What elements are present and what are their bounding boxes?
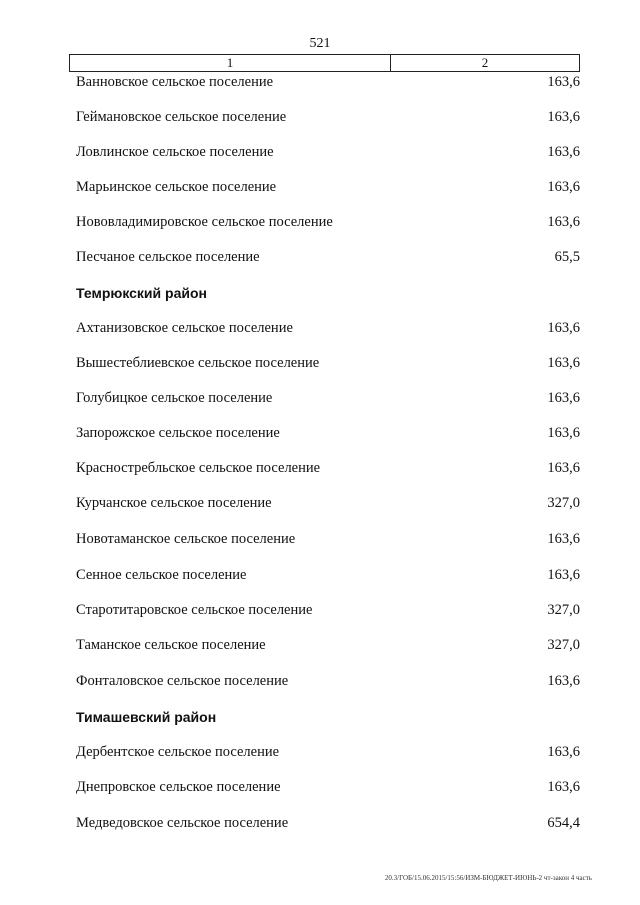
settlement-name: Геймановское сельское поселение [76, 109, 287, 125]
amount: 327,0 [547, 495, 580, 511]
amount: 163,6 [547, 390, 580, 406]
header-col-2: 2 [481, 55, 489, 70]
settlement-name: Нововладимировское сельское поселение [76, 214, 333, 230]
settlement-name: Дербентское сельское поселение [76, 744, 280, 760]
settlement-name: Старотитаровское сельское поселение [76, 602, 313, 618]
table-row [0, 247, 640, 267]
amount: 163,6 [547, 179, 580, 195]
table-row [0, 423, 640, 443]
amount: 654,4 [547, 815, 580, 831]
amount: 163,6 [547, 355, 580, 371]
settlement-name: Ванновское сельское поселение [76, 74, 274, 90]
table-row [0, 813, 640, 833]
table-row [0, 742, 640, 762]
amount: 163,6 [547, 144, 580, 160]
table-row [0, 353, 640, 373]
amount: 163,6 [547, 425, 580, 441]
table-row [0, 529, 640, 549]
settlement-name: Ловлинское сельское поселение [76, 144, 274, 160]
district-heading-row [0, 283, 640, 303]
table-row [0, 635, 640, 655]
table-row [0, 72, 640, 92]
settlement-name: Песчаное сельское поселение [76, 249, 260, 265]
footer-file-reference: 20.3/ГОБ/15.06.2015/15:56/ИЗМ-БЮДЖЕТ-ИЮНЬ-2 чт-закон 4 часть [384, 874, 592, 882]
table-row [0, 177, 640, 197]
table-row [0, 600, 640, 620]
table-row [0, 565, 640, 585]
settlement-name: Марьинское сельское поселение [76, 179, 277, 195]
amount: 163,6 [547, 531, 580, 547]
settlement-name: Красностребльское сельское поселение [76, 460, 321, 476]
table-row [0, 493, 640, 513]
table-row [0, 458, 640, 478]
table-row [0, 388, 640, 408]
amount: 327,0 [547, 637, 580, 653]
amount: 163,6 [547, 320, 580, 336]
amount: 163,6 [547, 567, 580, 583]
amount: 163,6 [547, 109, 580, 125]
settlement-name: Таманское сельское поселение [76, 637, 266, 653]
settlement-name: Медведовское сельское поселение [76, 815, 289, 831]
table-row [0, 777, 640, 797]
page-number: 521 [309, 36, 331, 51]
district-name: Тимашевский район [76, 709, 217, 725]
table-row [0, 107, 640, 127]
amount: 327,0 [547, 602, 580, 618]
settlement-name: Сенное сельское поселение [76, 567, 247, 583]
amount: 163,6 [547, 744, 580, 760]
amount: 163,6 [547, 779, 580, 795]
settlement-name: Курчанское сельское поселение [76, 495, 272, 511]
settlement-name: Ахтанизовское сельское поселение [76, 320, 293, 336]
district-heading-row [0, 707, 640, 727]
amount: 163,6 [547, 214, 580, 230]
settlement-name: Голубицкое сельское поселение [76, 390, 273, 406]
table-row [0, 671, 640, 691]
settlement-name: Запорожское сельское поселение [76, 425, 280, 441]
amount: 65,5 [554, 249, 580, 265]
table-row [0, 142, 640, 162]
amount: 163,6 [547, 460, 580, 476]
settlement-name: Днепровское сельское поселение [76, 779, 281, 795]
settlement-name: Фонталовское сельское поселение [76, 673, 289, 689]
table-row [0, 318, 640, 338]
amount: 163,6 [547, 74, 580, 90]
table-header [69, 54, 580, 72]
settlement-name: Вышестеблиевское сельское поселение [76, 355, 320, 371]
table-row [0, 212, 640, 232]
district-name: Темрюкский район [76, 285, 207, 301]
amount: 163,6 [547, 673, 580, 689]
header-col-1: 1 [70, 55, 391, 71]
settlement-name: Новотаманское сельское поселение [76, 531, 296, 547]
